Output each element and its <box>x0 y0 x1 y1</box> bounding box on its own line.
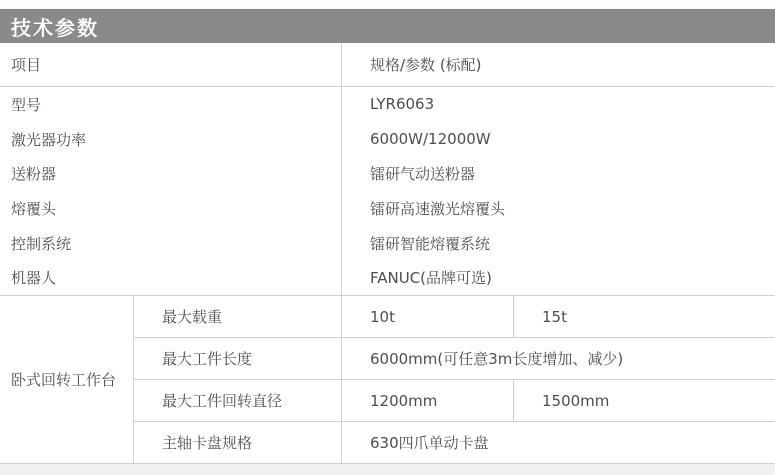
section-banner <box>0 9 775 43</box>
table-row-cladding-head <box>0 191 775 226</box>
worktable-value: 15t <box>542 307 567 326</box>
table-row-max-rotation-diameter <box>134 380 775 422</box>
spec-value: FANUC(品牌可选) <box>370 269 492 288</box>
spec-label: 控制系统 <box>0 226 342 261</box>
footer-strip <box>0 464 775 475</box>
spec-value: 镭研高速激光熔覆头 <box>370 199 506 218</box>
spec-label: 激光器功率 <box>0 122 342 157</box>
spec-block <box>0 87 775 296</box>
spec-label: 型号 <box>0 87 342 122</box>
table-row-max-load <box>134 296 775 338</box>
table-row-robot <box>0 260 775 295</box>
spec-label: 机器人 <box>0 260 342 295</box>
spec-value: LYR6063 <box>370 95 435 114</box>
table-row-powder-feeder <box>0 156 775 191</box>
table-row-spindle-chuck-spec <box>134 422 775 463</box>
top-strip <box>0 0 775 9</box>
worktable-block <box>0 296 775 464</box>
spec-label: 送粉器 <box>0 156 342 191</box>
worktable-value: 6000mm(可任意3m长度增加、减少) <box>370 350 624 368</box>
table-row-model <box>0 87 775 122</box>
worktable-row-label: 主轴卡盘规格 <box>134 422 342 463</box>
table-header-row <box>0 43 775 87</box>
spec-value: 6000W/12000W <box>370 130 491 148</box>
worktable-group-cell: 卧式回转工作台 <box>0 296 134 463</box>
section-title: 技术参数 <box>11 15 99 40</box>
worktable-value: 10t <box>342 296 514 337</box>
worktable-row-label: 最大载重 <box>134 296 342 337</box>
worktable-row-label: 最大工件长度 <box>134 338 342 379</box>
worktable-value: 630四爪单动卡盘 <box>370 434 489 452</box>
worktable-value: 1200mm <box>342 380 514 421</box>
table-row-control-system <box>0 226 775 261</box>
spec-label: 熔覆头 <box>0 191 342 226</box>
worktable-row-label: 最大工件回转直径 <box>134 380 342 421</box>
spec-value: 镭研气动送粉器 <box>370 165 476 184</box>
header-spec-cell: 规格/参数 (标配) <box>370 56 482 74</box>
spec-value: 镭研智能熔覆系统 <box>370 234 491 253</box>
table-row-max-workpiece-length <box>134 338 775 380</box>
header-item-cell: 项目 <box>0 43 342 86</box>
table-row-laser-power <box>0 122 775 157</box>
worktable-rows <box>134 296 775 463</box>
worktable-value: 1500mm <box>542 391 610 410</box>
